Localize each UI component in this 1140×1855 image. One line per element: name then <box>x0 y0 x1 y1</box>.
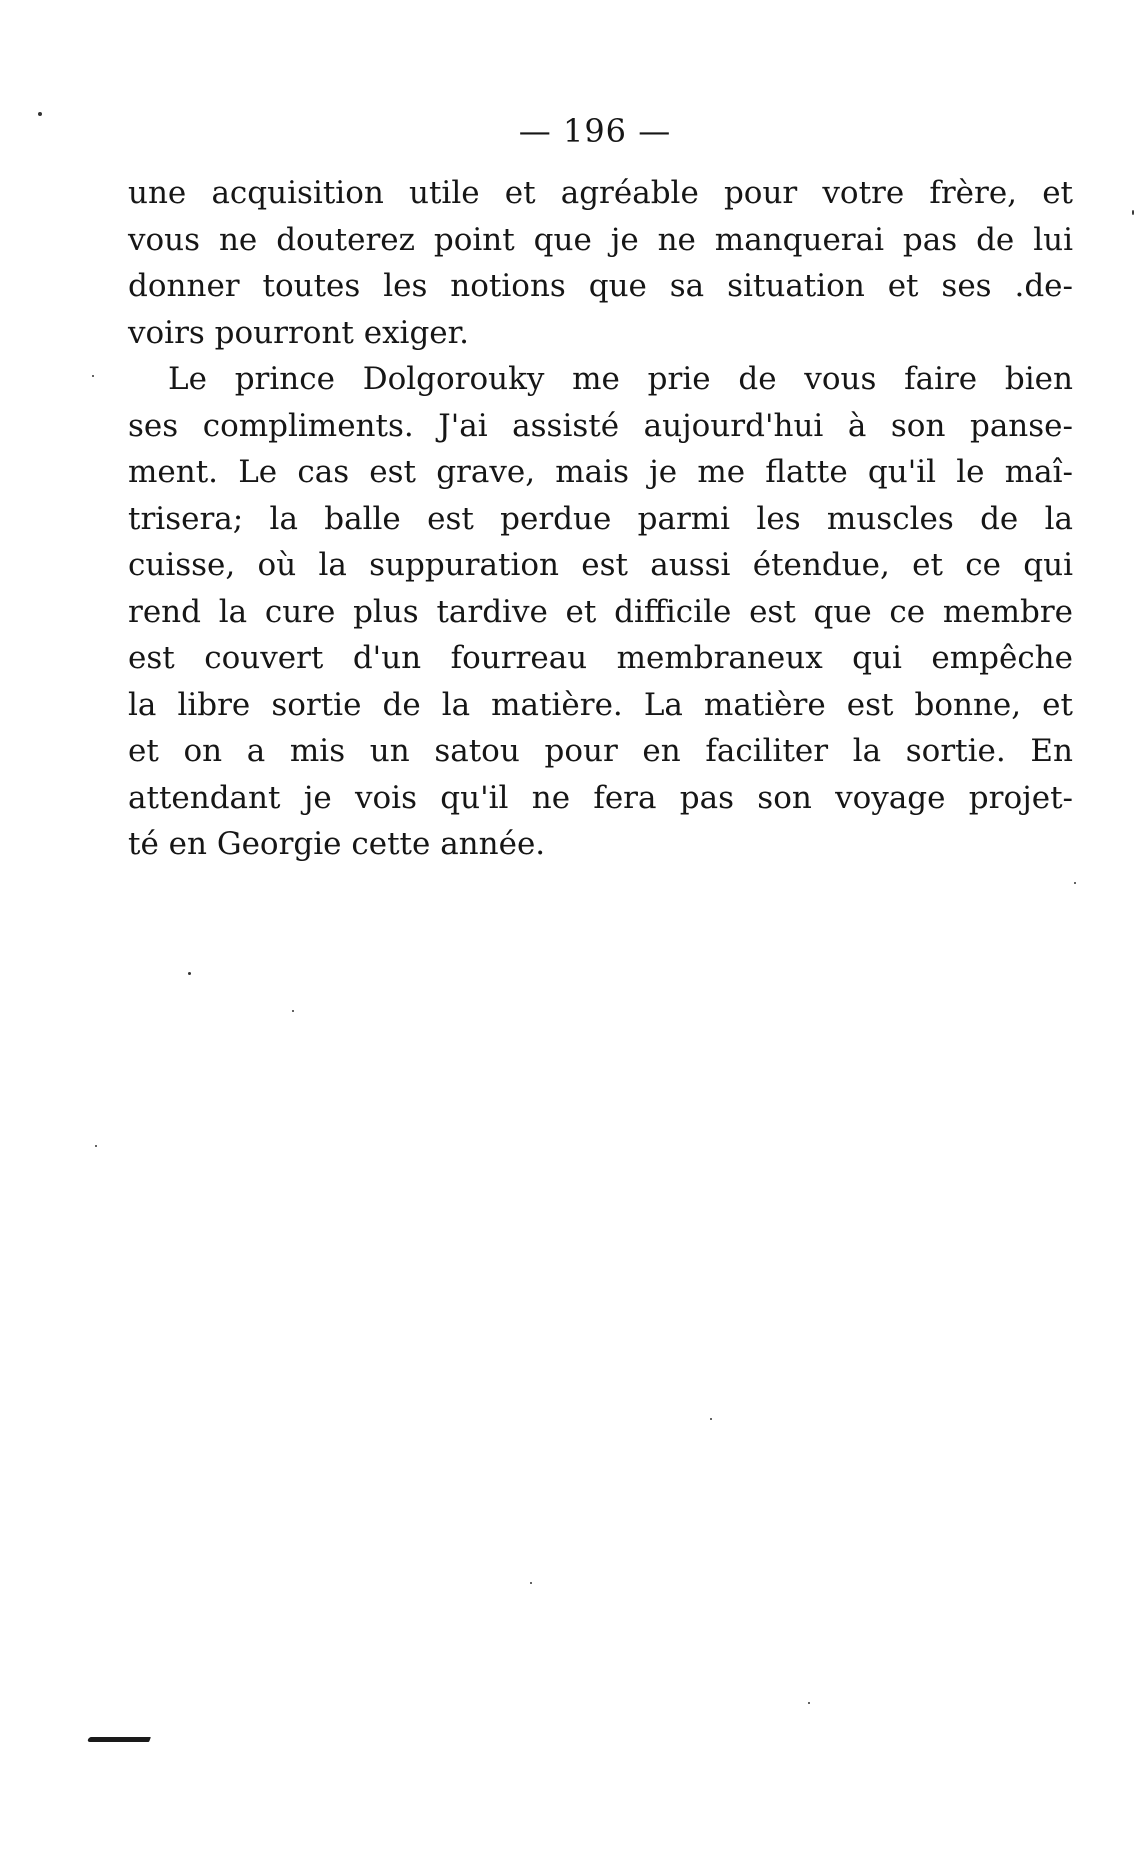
scan-speck <box>1074 882 1076 884</box>
scan-speck <box>95 1145 97 1147</box>
scan-speck <box>38 112 42 116</box>
paragraph-start-line: Le prince Dolgorouky me prie de vous faire bien <box>168 361 1073 397</box>
text-line: ses compliments. J'ai assisté aujourd'hui à son panse- <box>128 407 1073 444</box>
scan-speck <box>1132 210 1134 215</box>
text-line: une acquisition utile et agréable pour votre frère, et <box>128 175 1073 211</box>
text-line: vous ne douterez point que je ne manquerai pas de lui <box>128 221 1073 258</box>
text-line: ment. Le cas est grave, mais je me flatte qu'il le maî- <box>128 454 1073 490</box>
letter-text <box>128 170 1073 868</box>
scan-speck <box>292 1010 294 1012</box>
text-line: trisera; la balle est perdue parmi les muscles de la <box>128 500 1073 537</box>
page-number: — 196 — <box>518 112 672 150</box>
scan-speck <box>188 972 191 975</box>
text-line: est couvert d'un fourreau membraneux qui empêche <box>128 640 1073 676</box>
text-line: voirs pourront exiger. <box>128 314 469 351</box>
text-line: té en Georgie cette année. <box>128 826 546 862</box>
text-line: cuisse, où la suppuration est aussi étendue, et ce qui <box>128 547 1073 583</box>
text-line: rend la cure plus tardive et difficile est que ce membre <box>128 593 1073 630</box>
text-line: attendant je vois qu'il ne fera pas son voyage projet- <box>128 779 1073 816</box>
scan-speck <box>92 375 94 377</box>
scan-speck <box>710 1418 712 1420</box>
text-line: la libre sortie de la matière. La matière est bonne, et <box>128 686 1073 723</box>
scan-speck <box>808 1702 810 1704</box>
text-line: donner toutes les notions que sa situation et ses .de- <box>128 268 1073 304</box>
ink-dash-mark <box>87 1737 151 1742</box>
scan-speck <box>530 1582 532 1584</box>
text-line: et on a mis un satou pour en faciliter la sortie. En <box>128 733 1073 769</box>
